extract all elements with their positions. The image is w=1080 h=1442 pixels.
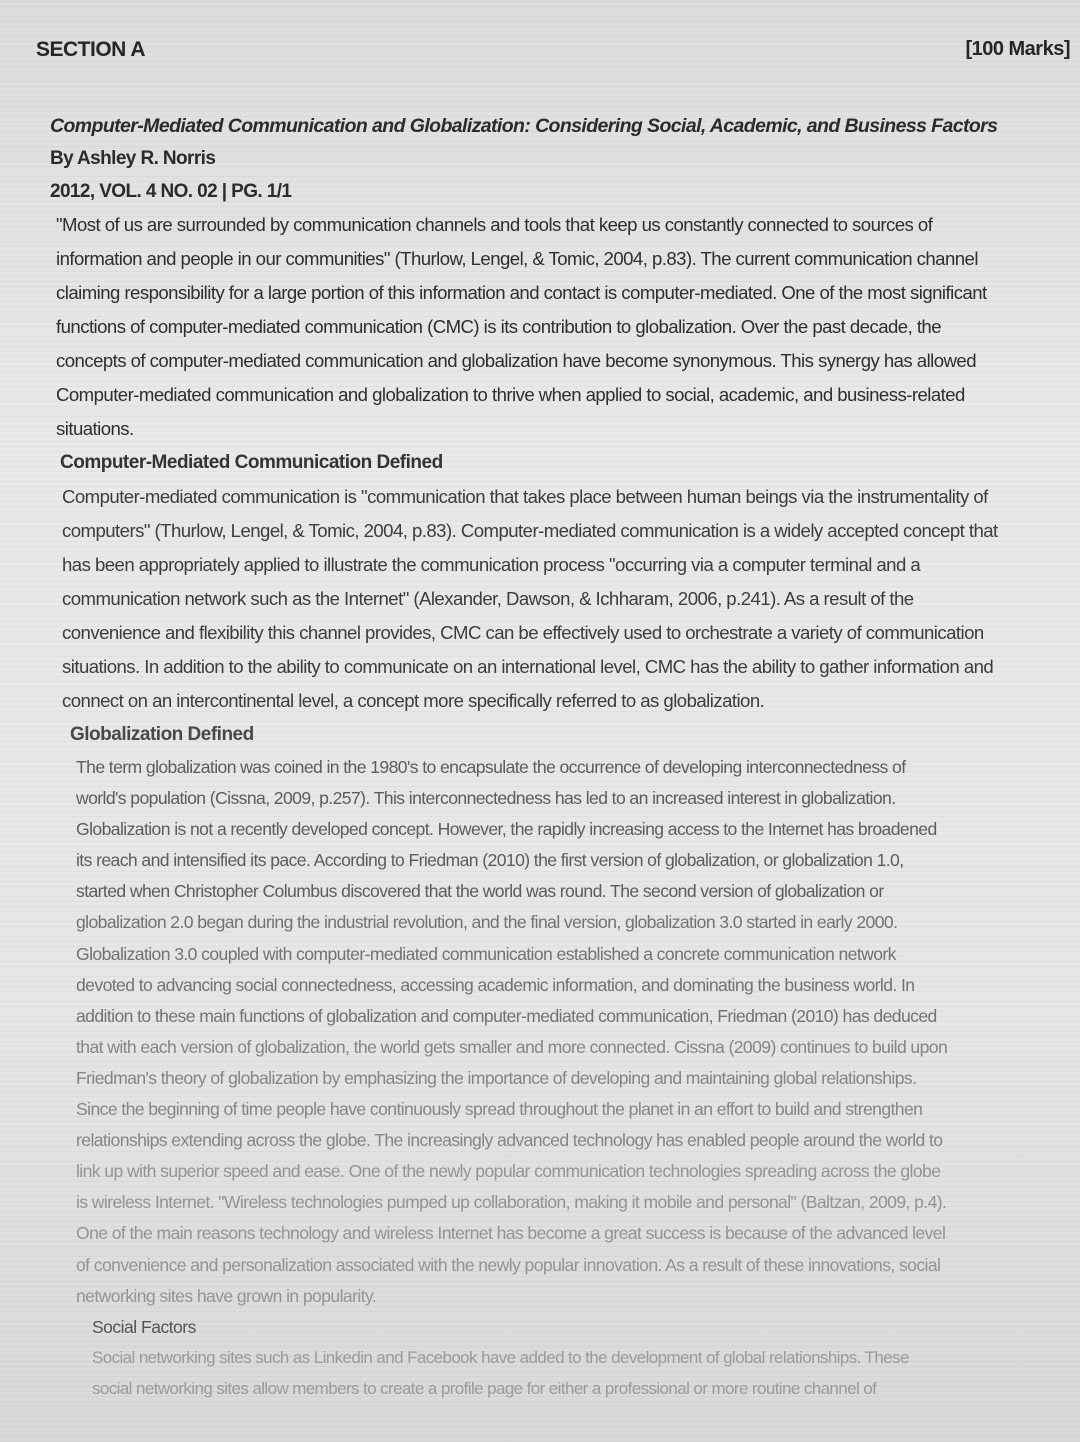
text-line: functions of computer-mediated communication (CMC) is its contribution to globalization. Over the past decade, the xyxy=(56,316,942,337)
text-line: computers" (Thurlow, Lengel, & Tomic, 2004, p.83). Computer-mediated communication is a widely accepted concept that xyxy=(62,520,998,541)
text-line: situations. xyxy=(56,418,134,439)
article-citation: 2012, VOL. 4 NO. 02 | PG. 1/1 xyxy=(50,181,292,202)
text-line: has been appropriately applied to illustrate the communication process "occurring via a computer terminal and a xyxy=(62,554,921,575)
globalization-paragraph xyxy=(76,752,1065,1312)
article-body xyxy=(50,110,1065,1404)
social-paragraph xyxy=(92,1342,1065,1404)
text-line: concepts of computer-mediated communication and globalization have become synonymous. This synergy has allowed xyxy=(56,350,976,371)
text-line: Social networking sites such as Linkedin and Facebook have added to the development of global relationships. These xyxy=(92,1347,909,1367)
text-line: globalization 2.0 began during the industrial revolution, and the final version, globalization 3.0 started in early 2000. xyxy=(76,912,898,933)
text-line: communication network such as the Internet" (Alexander, Dawson, & Ichharam, 2006, p.241). As a result of the xyxy=(62,588,914,609)
text-line: Globalization 3.0 coupled with computer-mediated communication established a concrete communication network xyxy=(76,943,896,964)
text-line: convenience and flexibility this channel provides, CMC can be effectively used to orchestrate a variety of communication xyxy=(62,622,984,643)
text-line: started when Christopher Columbus discovered that the world was round. The second version of globalization or xyxy=(76,881,884,902)
text-line: connect on an intercontinental level, a concept more specifically referred to as globalization. xyxy=(62,690,765,711)
text-line: Computer-mediated communication and globalization to thrive when applied to social, academic, and business-related xyxy=(56,384,965,405)
text-line: Since the beginning of time people have continuously spread throughout the planet in an effort to build and strengthen xyxy=(76,1099,923,1120)
text-line: networking sites have grown in popularity. xyxy=(76,1285,377,1306)
text-line: "Most of us are surrounded by communication channels and tools that keep us constantly connected to sources of xyxy=(56,214,933,235)
article-title: Computer-Mediated Communication and Globalization: Considering Social, Academic, and Business Factors xyxy=(50,115,998,137)
cmc-paragraph xyxy=(62,480,1065,718)
marks-label: [100 Marks] xyxy=(965,38,1070,60)
text-line: The term globalization was coined in the 1980's to encapsulate the occurrence of developing interconnectedness of xyxy=(76,757,906,777)
text-line: Computer-mediated communication is "communication that takes place between human beings via the instrumentality of xyxy=(62,486,988,507)
intro-paragraph xyxy=(56,208,1065,446)
text-line: devoted to advancing social connectedness, accessing academic information, and dominating the business world. In xyxy=(76,974,915,995)
text-line: Friedman's theory of globalization by emphasizing the importance of developing and maintaining global relationships. xyxy=(76,1067,917,1088)
article-author: By Ashley R. Norris xyxy=(50,148,216,169)
text-line: situations. In addition to the ability to communicate on an international level, CMC has the ability to gather information and xyxy=(62,656,994,677)
text-line: addition to these main functions of globalization and computer-mediated communication, Friedman (2010) has deduced xyxy=(76,1005,937,1026)
text-line: relationships extending across the globe. The increasingly advanced technology has enabled people around the world to xyxy=(76,1130,943,1151)
text-line: that with each version of globalization, the world gets smaller and more connected. Cissna (2009) continues to build upon xyxy=(76,1036,948,1057)
page-header xyxy=(36,38,1070,66)
text-line: social networking sites allow members to create a profile page for either a professional or more routine channel of xyxy=(92,1378,877,1398)
text-line: claiming responsibility for a large portion of this information and contact is computer-mediated. One of the most significant xyxy=(56,282,987,303)
cmc-heading: Computer-Mediated Communication Defined xyxy=(60,452,443,473)
text-line: link up with superior speed and ease. One of the newly popular communication technologies spreading across the globe xyxy=(76,1161,941,1182)
text-line: information and people in our communities" (Thurlow, Lengel, & Tomic, 2004, p.83). The current communication channel xyxy=(56,248,978,269)
text-line: of convenience and personalization associated with the newly popular innovation. As a result of these innovations, social xyxy=(76,1254,941,1275)
text-line: is wireless Internet. "Wireless technologies pumped up collaboration, making it mobile and personal" (Baltzan, 2009, p.4). xyxy=(76,1192,947,1213)
social-heading: Social Factors xyxy=(92,1316,196,1337)
text-line: its reach and intensified its pace. According to Friedman (2010) the first version of globalization, or globalization 1.0, xyxy=(76,850,904,871)
text-line: world's population (Cissna, 2009, p.257). This interconnectedness has led to an increased interest in globalization. xyxy=(76,788,896,809)
text-line: Globalization is not a recently developed concept. However, the rapidly increasing access to the Internet has broadened xyxy=(76,819,937,840)
section-label: SECTION A xyxy=(36,38,146,61)
text-line: One of the main reasons technology and wireless Internet has become a great success is because of the advanced level xyxy=(76,1223,946,1244)
globalization-heading: Globalization Defined xyxy=(70,724,254,745)
